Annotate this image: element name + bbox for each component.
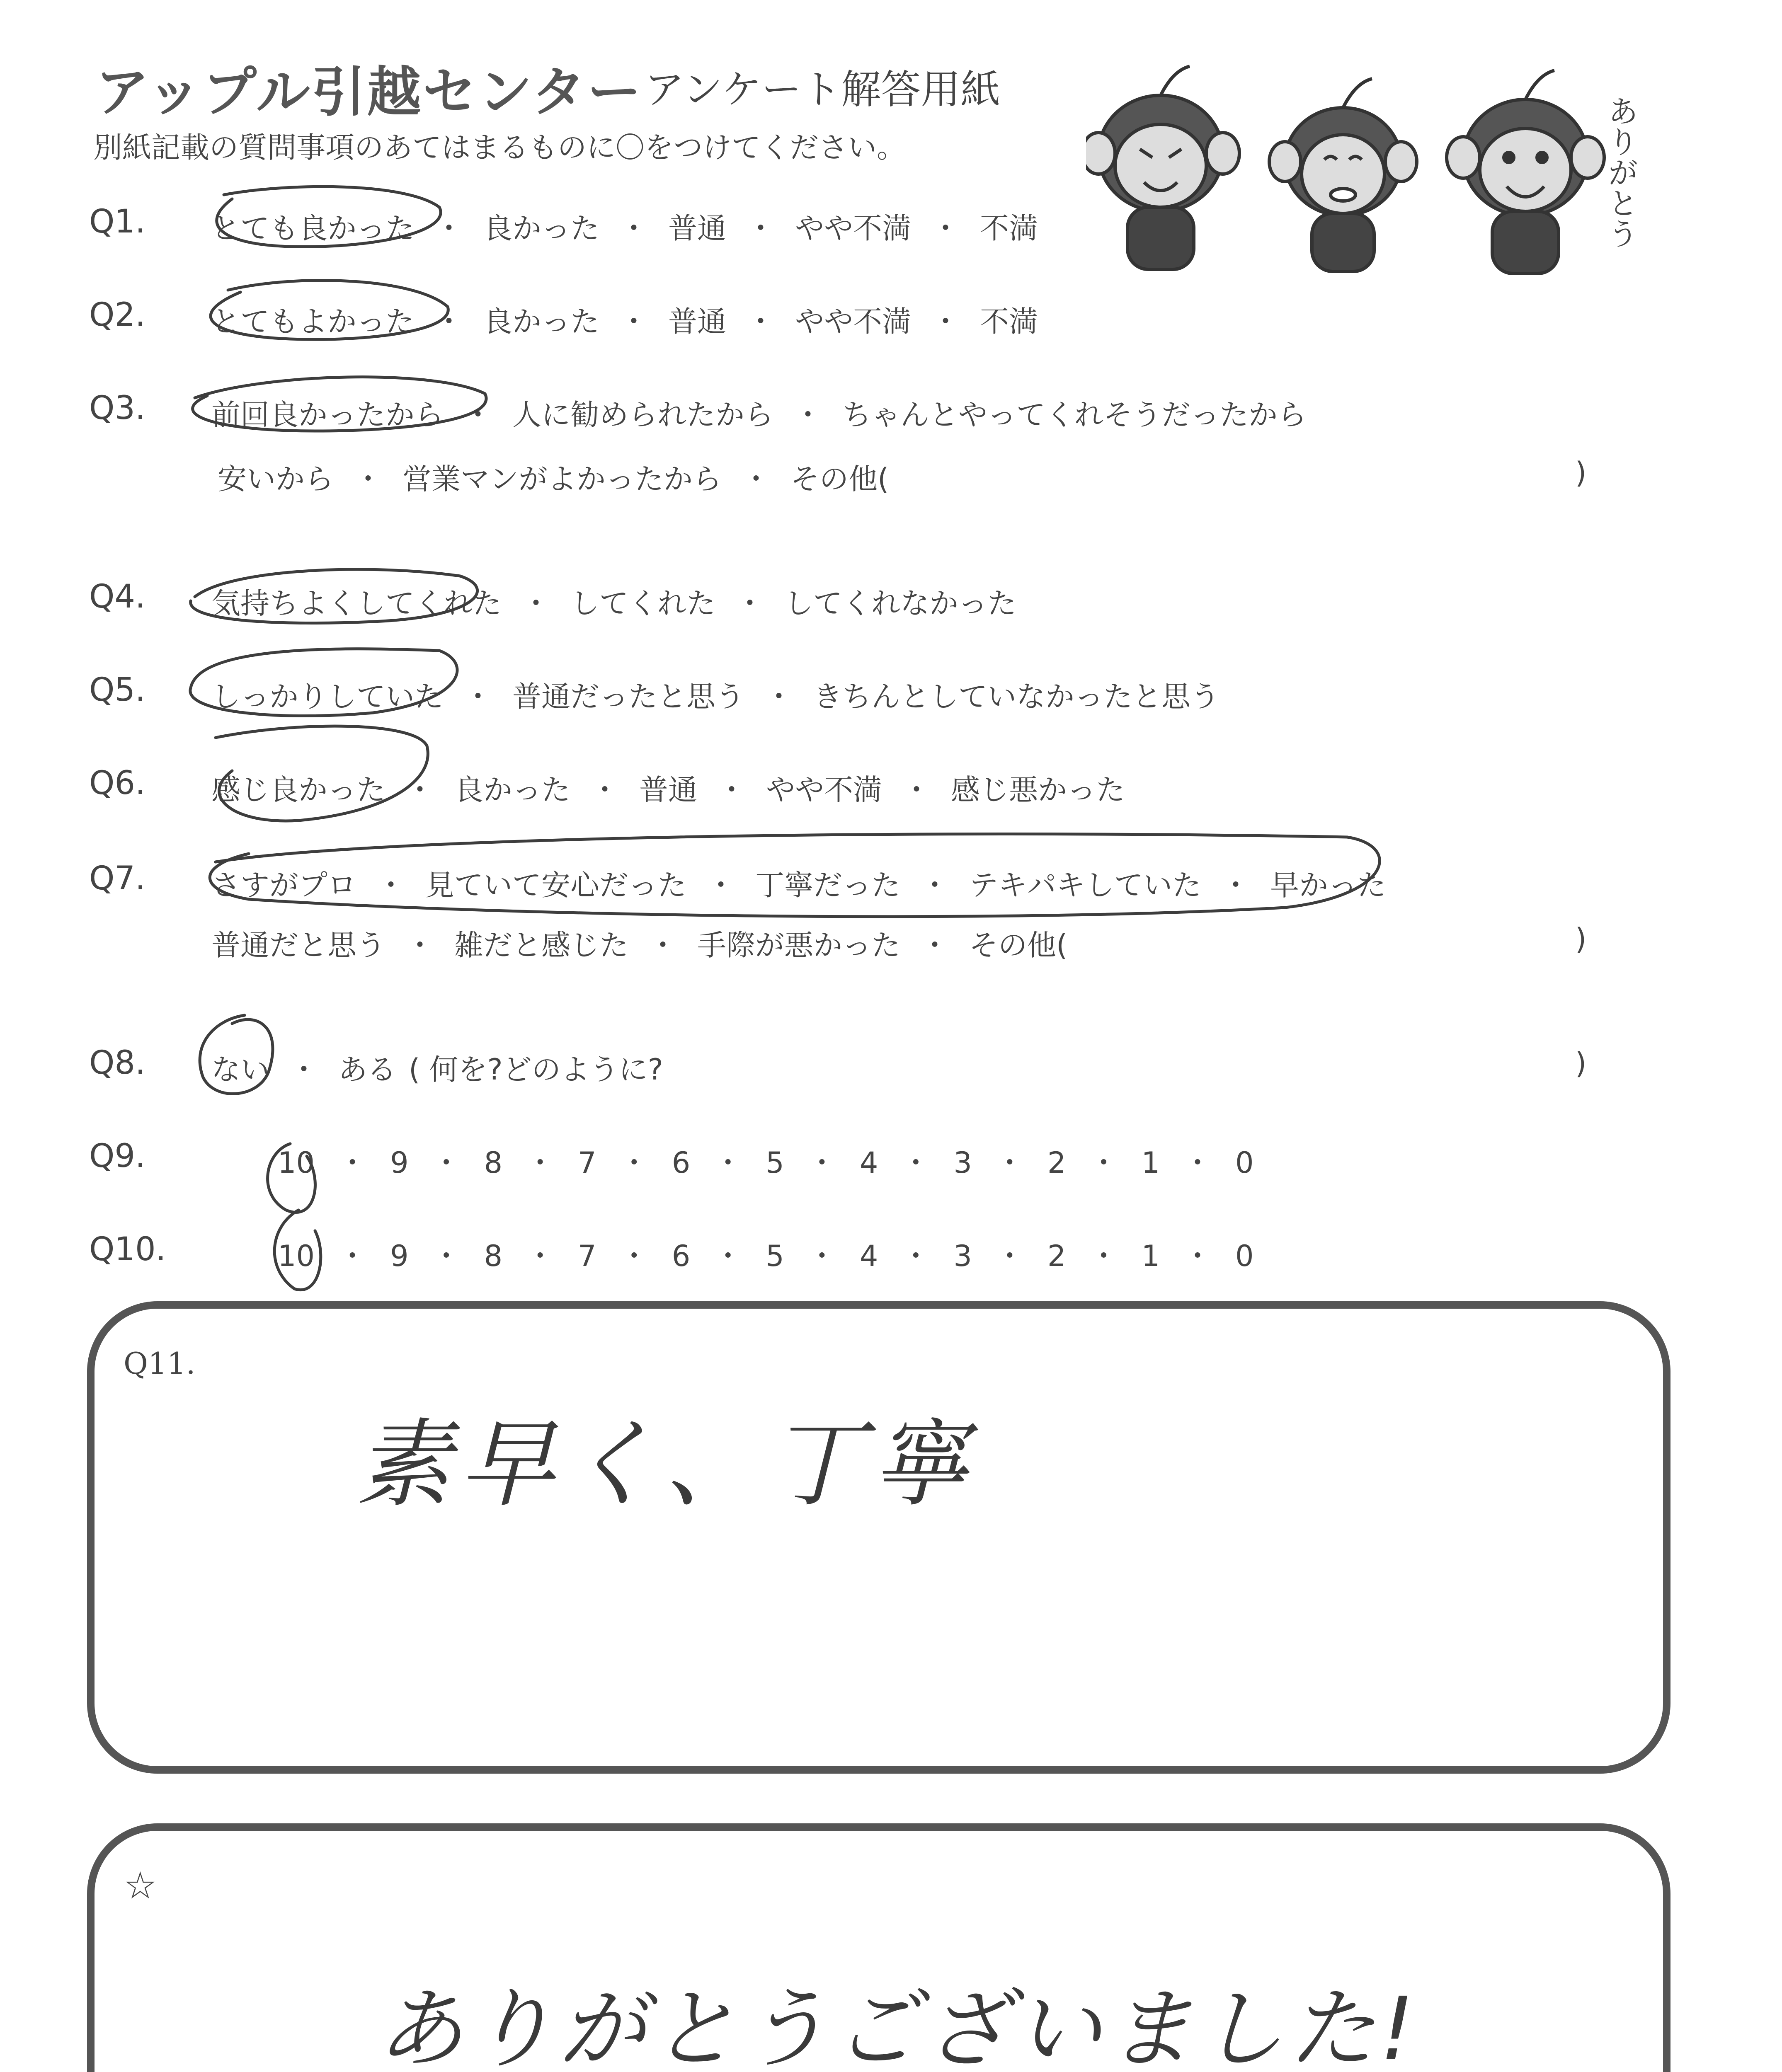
q9-score[interactable]: 8	[484, 1146, 503, 1180]
q9-score[interactable]: 6	[672, 1146, 691, 1180]
q9-score[interactable]: 3	[953, 1146, 972, 1180]
q9-scale: 10 ・ 9 ・ 8 ・ 7 ・ 6 ・ 5 ・ 4 ・ 3 ・ 2 ・ 1 ・ 0	[278, 1146, 1254, 1180]
instruction-text: 別紙記載の質問事項のあてはまるものに〇をつけてください。	[93, 131, 906, 165]
q7-option[interactable]: 手際が悪かった	[697, 928, 900, 962]
q9-score[interactable]: 4	[859, 1146, 878, 1180]
q3-option[interactable]: 営業マンがよかったから	[402, 462, 722, 496]
q7-option[interactable]: 早かった	[1270, 868, 1386, 902]
q1-option[interactable]: やや不満	[795, 211, 911, 245]
mascot-thanks-text: ありがとう	[1603, 95, 1639, 249]
q7-option[interactable]: テキパキしていた	[969, 868, 1201, 902]
star-label: ☆	[124, 1864, 157, 1907]
q6-option[interactable]: 感じ良かった	[211, 773, 385, 807]
q1-option[interactable]: 普通	[668, 211, 726, 245]
q11-handwritten-answer: 素早く、丁寧	[356, 1409, 976, 1520]
q2-option[interactable]: とてもよかった	[211, 305, 415, 339]
q7-option[interactable]: さすがプロ	[211, 868, 356, 902]
q2-option[interactable]: 不満	[980, 305, 1038, 339]
q10-number: Q10.	[89, 1231, 166, 1268]
q8-option[interactable]: ある	[338, 1053, 396, 1087]
q9-score[interactable]: 9	[390, 1146, 409, 1180]
q5-options: しっかりしていた ・ 普通だったと思う ・ きちんとしていなかったと思う	[211, 673, 1220, 715]
q6-option[interactable]: 普通	[639, 773, 697, 807]
q4-option[interactable]: してくれた	[570, 586, 715, 620]
q11-comment-box[interactable]	[87, 1301, 1670, 1774]
form-title: アンケート解答用紙	[645, 66, 1001, 113]
q10-score[interactable]: 8	[484, 1239, 503, 1273]
q3-number: Q3.	[89, 390, 145, 427]
q2-number: Q2.	[89, 296, 145, 334]
q1-option[interactable]: 不満	[980, 211, 1038, 245]
q2-option[interactable]: 普通	[668, 305, 726, 339]
q8-option[interactable]: ない	[211, 1053, 269, 1087]
q9-score[interactable]: 5	[766, 1146, 784, 1180]
q10-score[interactable]: 10	[278, 1239, 315, 1273]
q3-option[interactable]: 前回良かったから	[211, 398, 444, 432]
q10-score[interactable]: 4	[859, 1239, 878, 1273]
q6-number: Q6.	[89, 765, 145, 802]
q7-number: Q7.	[89, 860, 145, 897]
q3-option[interactable]: 安いから	[218, 462, 334, 496]
q10-score[interactable]: 5	[766, 1239, 784, 1273]
q1-options: とても良かった ・ 良かった ・ 普通 ・ やや不満 ・ 不満	[211, 205, 1038, 247]
q7-option[interactable]: 普通だと思う	[211, 928, 385, 962]
free-comment-handwritten: ありがとうございました!	[376, 1978, 1419, 2072]
q8-close-paren: )	[1575, 1046, 1587, 1080]
q7-option[interactable]: 雑だと感じた	[454, 928, 628, 962]
q1-option[interactable]: とても良かった	[211, 211, 415, 245]
q9-number: Q9.	[89, 1138, 145, 1175]
q6-option[interactable]: 良かった	[454, 773, 570, 807]
q4-option[interactable]: 気持ちよくしてくれた	[211, 586, 502, 620]
q3-option[interactable]: 人に勧められたから	[512, 398, 773, 432]
q6-option[interactable]: 感じ悪かった	[951, 773, 1125, 807]
free-comment-box[interactable]	[87, 1823, 1670, 2072]
q5-option[interactable]: きちんとしていなかったと思う	[813, 680, 1220, 714]
company-name: アップル引越センター	[95, 61, 643, 123]
q7-option[interactable]: 丁寧だった	[755, 868, 900, 902]
q7-options: さすがプロ ・ 見ていて安心だった ・ 丁寧だった ・ テキパキしていた ・ 早かった	[211, 862, 1386, 904]
q9-score[interactable]: 1	[1141, 1146, 1160, 1180]
q10-scale: 10 ・ 9 ・ 8 ・ 7 ・ 6 ・ 5 ・ 4 ・ 3 ・ 2 ・ 1 ・ 0	[278, 1239, 1254, 1273]
q4-option[interactable]: してくれなかった	[784, 586, 1016, 620]
q10-score[interactable]: 1	[1141, 1239, 1160, 1273]
q1-number: Q1.	[89, 203, 145, 240]
q3-options: 前回良かったから ・ 人に勧められたから ・ ちゃんとやってくれそうだったから	[211, 392, 1307, 433]
q9-score[interactable]: 10	[278, 1146, 315, 1180]
q10-score[interactable]: 6	[672, 1239, 691, 1273]
q5-option[interactable]: 普通だったと思う	[512, 680, 744, 714]
q10-score[interactable]: 2	[1047, 1239, 1066, 1273]
q5-option[interactable]: しっかりしていた	[211, 680, 444, 714]
q8-number: Q8.	[89, 1044, 145, 1082]
q7-options-line2: 普通だと思う ・ 雑だと感じた ・ 手際が悪かった ・ その他(	[211, 922, 1067, 964]
q6-option[interactable]: やや不満	[766, 773, 882, 807]
q3-option-other[interactable]: その他(	[790, 462, 889, 496]
q3-close-paren: )	[1575, 456, 1587, 490]
q4-number: Q4.	[89, 578, 145, 615]
q2-option[interactable]: やや不満	[795, 305, 911, 339]
q5-number: Q5.	[89, 671, 145, 709]
q10-score[interactable]: 9	[390, 1239, 409, 1273]
q9-score[interactable]: 7	[578, 1146, 596, 1180]
q6-options: 感じ良かった ・ 良かった ・ 普通 ・ やや不満 ・ 感じ悪かった	[211, 767, 1125, 808]
q7-close-paren: )	[1575, 922, 1587, 956]
q10-score[interactable]: 7	[578, 1239, 596, 1273]
q4-options: 気持ちよくしてくれた ・ してくれた ・ してくれなかった	[211, 580, 1016, 622]
q1-option[interactable]: 良かった	[483, 211, 599, 245]
q9-score[interactable]: 0	[1235, 1146, 1254, 1180]
monkey-mascots-illustration	[1086, 46, 1666, 278]
q2-options: とてもよかった ・ 良かった ・ 普通 ・ やや不満 ・ 不満	[211, 298, 1038, 340]
q3-option[interactable]: ちゃんとやってくれそうだったから	[842, 398, 1307, 432]
q10-score[interactable]: 0	[1235, 1239, 1254, 1273]
q3-options-line2: 安いから ・ 営業マンがよかったから ・ その他(	[218, 456, 889, 498]
q9-score[interactable]: 2	[1047, 1146, 1066, 1180]
q7-option-other[interactable]: その他(	[969, 928, 1068, 962]
q8-options: ない ・ ある ( 何を?どのように?	[211, 1046, 663, 1088]
q10-score[interactable]: 3	[953, 1239, 972, 1273]
q8-detail-prompt: ( 何を?どのように?	[409, 1053, 663, 1087]
q2-option[interactable]: 良かった	[483, 305, 599, 339]
q11-label: Q11.	[124, 1346, 196, 1381]
q7-option[interactable]: 見ていて安心だった	[425, 868, 686, 902]
